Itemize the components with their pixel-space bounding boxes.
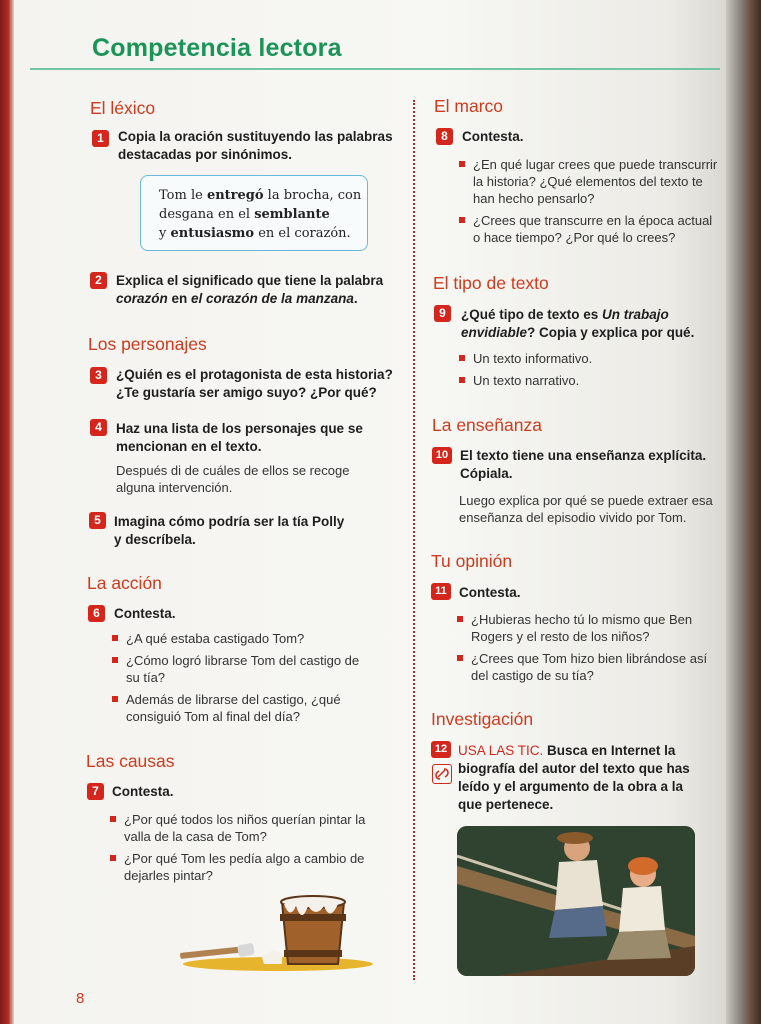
heading-causas: Las causas (86, 751, 175, 771)
question-11-list (457, 611, 719, 689)
heading-personajes: Los personajes (88, 334, 207, 354)
paint-bucket-illustration (178, 888, 378, 978)
question-number-7: 7 (87, 783, 104, 800)
link-icon (432, 764, 452, 784)
list-item: Un texto narrativo. (459, 372, 699, 389)
heading-tipo-texto: El tipo de texto (433, 273, 549, 293)
list-item: ¿En qué lugar crees que puede transcurrir la historia? ¿Qué elementos del texto te han hecho pensarlo? (459, 156, 719, 207)
question-8-list (459, 156, 719, 251)
heading-marco: El marco (434, 96, 504, 116)
question-2-text: Explica el significado que tiene la palabra corazón en el corazón de la manzana. (116, 273, 384, 306)
heading-lexico: El léxico (90, 98, 156, 118)
page-title: Competencia lectora (92, 34, 342, 62)
book-spine (0, 0, 14, 1024)
quote-text: Tom le entregó la brocha, con desgana en el semblante y entusiasmo en el corazón. (159, 188, 362, 241)
question-number-5: 5 (89, 512, 106, 529)
question-3-text: ¿Quién es el protagonista de esta historia? ¿Te gustaría ser amigo suyo? ¿Por qué? (116, 367, 393, 400)
list-item: ¿Crees que transcurre en la época actual o hace tiempo? ¿Por qué lo crees? (459, 212, 719, 246)
heading-ensenanza: La enseñanza (432, 415, 542, 435)
question-4-note: Después di de cuáles de ellos se recoge alguna intervención. (116, 463, 350, 495)
question-10-note: Luego explica por qué se puede extraer esa enseñanza del episodio vivido por Tom. (459, 493, 713, 525)
question-7-text: Contesta. (112, 784, 174, 799)
list-item: ¿Crees que Tom hizo bien librándose así del castigo de su tía? (457, 650, 719, 684)
heading-accion: La acción (87, 573, 162, 593)
question-10-text: El texto tiene una enseñanza explícita. Cópiala. (460, 448, 707, 481)
question-number-10: 10 (432, 447, 452, 464)
list-item: ¿A qué estaba castigado Tom? (112, 630, 372, 647)
question-1-text: Copia la oración sustituyendo las palabras destacadas por sinónimos. (118, 129, 393, 162)
question-number-12: 12 (431, 741, 451, 758)
question-11-text: Contesta. (459, 585, 521, 600)
question-number-6: 6 (88, 605, 105, 622)
column-divider (413, 100, 415, 980)
list-item: ¿Por qué todos los niños querían pintar la valla de la casa de Tom? (110, 811, 370, 845)
heading-investigacion: Investigación (431, 709, 534, 729)
question-6-list (112, 630, 372, 730)
title-underline (30, 68, 720, 70)
heading-opinion: Tu opinión (431, 551, 513, 571)
question-7-list (110, 811, 370, 889)
list-item: ¿Hubieras hecho tú lo mismo que Ben Rogers y el resto de los niños? (457, 611, 719, 645)
question-number-9: 9 (434, 305, 451, 322)
page-edge (726, 0, 761, 1024)
question-9-text: ¿Qué tipo de texto es Un trabajo envidiable? Copia y explica por qué. (461, 307, 695, 340)
list-item: ¿Cómo logró librarse Tom del castigo de su tía? (112, 652, 372, 686)
question-9-list (459, 350, 699, 394)
question-12-text: USA LAS TIC. Busca en Internet la biografía del autor del texto que has leído y el argumento de la obra a la que pertenece. (458, 743, 690, 812)
question-6-text: Contesta. (114, 606, 176, 621)
list-item: ¿Por qué Tom les pedía algo a cambio de dejarles pintar? (110, 850, 370, 884)
list-item: Además de librarse del castigo, ¿qué consiguió Tom al final del día? (112, 691, 372, 725)
list-item: Un texto informativo. (459, 350, 699, 367)
photo-boys-on-log (457, 826, 695, 976)
question-5-text: Imagina cómo podría ser la tía Polly y descríbela. (114, 514, 345, 547)
question-8-text: Contesta. (462, 129, 524, 144)
question-number-11: 11 (431, 583, 451, 600)
question-number-1: 1 (92, 130, 109, 147)
question-number-2: 2 (90, 272, 107, 289)
question-4-text: Haz una lista de los personajes que se mencionan en el texto. (116, 421, 363, 454)
question-number-8: 8 (436, 128, 453, 145)
question-number-4: 4 (90, 419, 107, 436)
page-number: 8 (76, 990, 85, 1007)
quote-box (140, 175, 368, 251)
question-number-3: 3 (90, 367, 107, 384)
